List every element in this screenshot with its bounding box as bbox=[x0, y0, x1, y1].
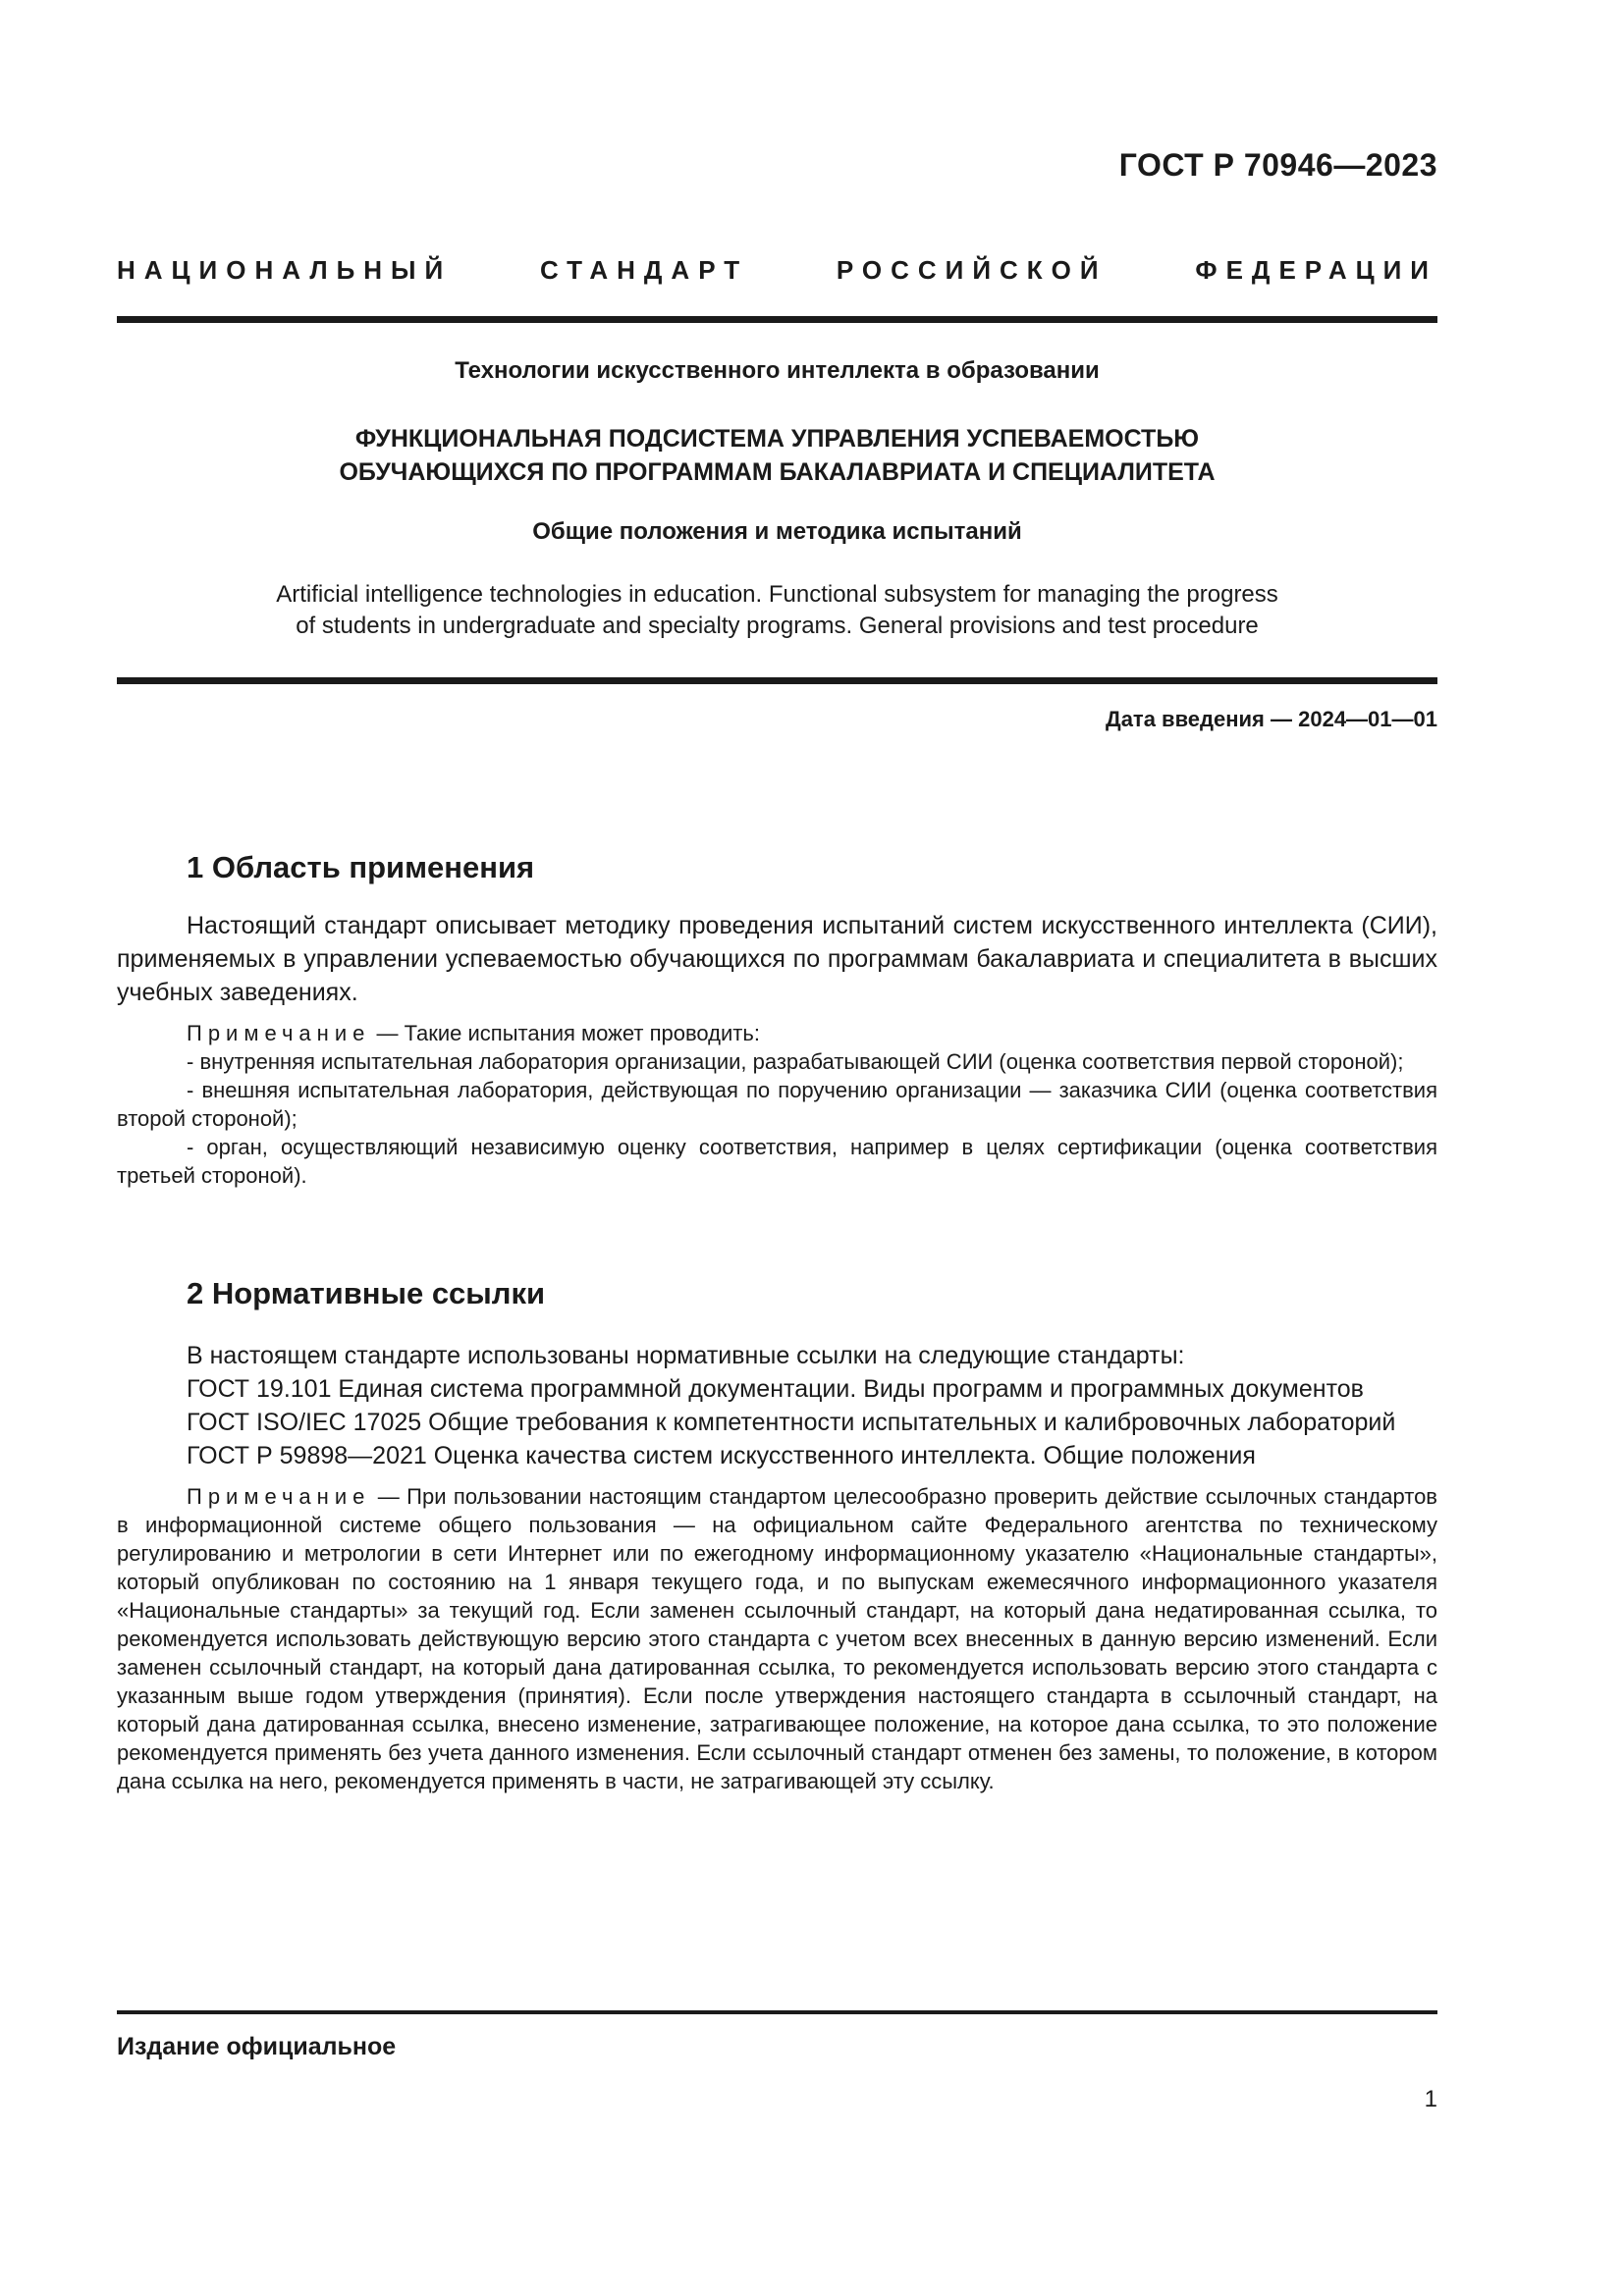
normative-reference: ГОСТ 19.101 Единая система программной документации. Виды программ и программных документов bbox=[187, 1375, 1364, 1403]
top-divider bbox=[117, 316, 1437, 323]
national-standard-heading: НАЦИОНАЛЬНЫЙ СТАНДАРТ РОССИЙСКОЙ ФЕДЕРАЦИИ bbox=[117, 255, 1437, 285]
footer-divider bbox=[117, 2010, 1437, 2014]
page-number: 1 bbox=[1424, 2086, 1437, 2112]
section-2-heading-wrap bbox=[117, 1276, 1437, 1311]
section-1-paragraph: Настоящий стандарт описывает методику проведения испытаний систем искусственного интеллекта (СИИ), применяемых в управлении успеваемостью обучающихся по программам бакалавриата и специалитета в высших учебных заведениях. bbox=[117, 912, 1437, 1006]
section-2-body bbox=[117, 1339, 1437, 1795]
note-item: - внутренняя испытательная лаборатория организации, разрабатывающей СИИ (оценка соответствия первой стороной); bbox=[187, 1049, 1404, 1074]
section-1-body bbox=[117, 909, 1437, 1190]
english-title bbox=[117, 579, 1437, 642]
section-2-note bbox=[117, 1482, 1437, 1795]
standard-title-line-1: ФУНКЦИОНАЛЬНАЯ ПОДСИСТЕМА УПРАВЛЕНИЯ УСПЕВАЕМОСТЬЮ bbox=[354, 425, 1200, 453]
english-title-line-1: Artificial intelligence technologies in education. Functional subsystem for managing the progress bbox=[276, 581, 1278, 608]
section-1-title: 1 Область применения bbox=[187, 850, 535, 884]
section-1-heading-wrap bbox=[117, 850, 1437, 885]
standard-theme: Технологии искусственного интеллекта в образовании bbox=[455, 357, 1100, 384]
normative-reference: ГОСТ ISO/IEC 17025 Общие требования к компетентности испытательных и калибровочных лабораторий bbox=[187, 1409, 1396, 1436]
introduction-date: Дата введения — 2024—01—01 bbox=[1106, 707, 1437, 731]
section-2-title: 2 Нормативные ссылки bbox=[187, 1276, 546, 1310]
section-1-note-intro bbox=[117, 1019, 1437, 1047]
normative-reference: ГОСТ Р 59898—2021 Оценка качества систем искусственного интеллекта. Общие положения bbox=[187, 1442, 1256, 1469]
english-title-line-2: of students in undergraduate and specialty programs. General provisions and test procedure bbox=[296, 613, 1259, 639]
note-label: Примечание bbox=[187, 1484, 371, 1509]
section-2-intro: В настоящем стандарте использованы нормативные ссылки на следующие стандарты: bbox=[187, 1342, 1185, 1369]
note-item: - орган, осуществляющий независимую оценку соответствия, например в целях сертификации (оценка соответствия третьей стороной). bbox=[117, 1135, 1437, 1188]
note-text: — При пользовании настоящим стандартом целесообразно проверить действие ссылочных стандартов в информационной системе общего пользования — на официальном сайте Федерального агентства по техническому регулированию и метрологии в сети Интернет или по ежегодному информационному указателю «Национальные стандарты», который опубликован по состоянию на 1 января текущего года, и по выпускам ежемесячного информационного указателя «Национальные стандарты» за текущий год. Если заменен ссылочный стандарт, на который дана недатированная ссылка, то рекомендуется использовать действующую версию этого стандарта с учетом всех внесенных в данную версию изменений. Если заменен ссылочный стандарт, на который дана датированная ссылка, то рекомендуется использовать версию этого стандарта с указанным выше годом утверждения (принятия). Если после утверждения настоящего стандарта в ссылочный стандарт, на который дана датированная ссылка, внесено изменение, затрагивающее положение, на которое дана ссылка, то это положение рекомендуется применять без учета данного изменения. Если ссылочный стандарт отменен без замены, то положение, в котором дана ссылка на него, рекомендуется применять в части, не затрагивающей эту ссылку. bbox=[117, 1484, 1437, 1793]
gost-code: ГОСТ Р 70946—2023 bbox=[1118, 147, 1437, 183]
standard-subtitle: Общие положения и методика испытаний bbox=[532, 518, 1022, 545]
standard-title-line-2: ОБУЧАЮЩИХСЯ ПО ПРОГРАММАМ БАКАЛАВРИАТА И СПЕЦИАЛИТЕТА bbox=[339, 458, 1216, 486]
title-divider bbox=[117, 677, 1437, 684]
standard-title bbox=[117, 422, 1437, 489]
note-item: - внешняя испытательная лаборатория, действующая по поручению организации — заказчика СИИ (оценка соответствия второй стороной); bbox=[117, 1078, 1437, 1131]
note-intro-text: — Такие испытания может проводить: bbox=[370, 1021, 760, 1045]
official-edition-label: Издание официальное bbox=[117, 2033, 397, 2060]
note-label: Примечание bbox=[187, 1021, 371, 1045]
